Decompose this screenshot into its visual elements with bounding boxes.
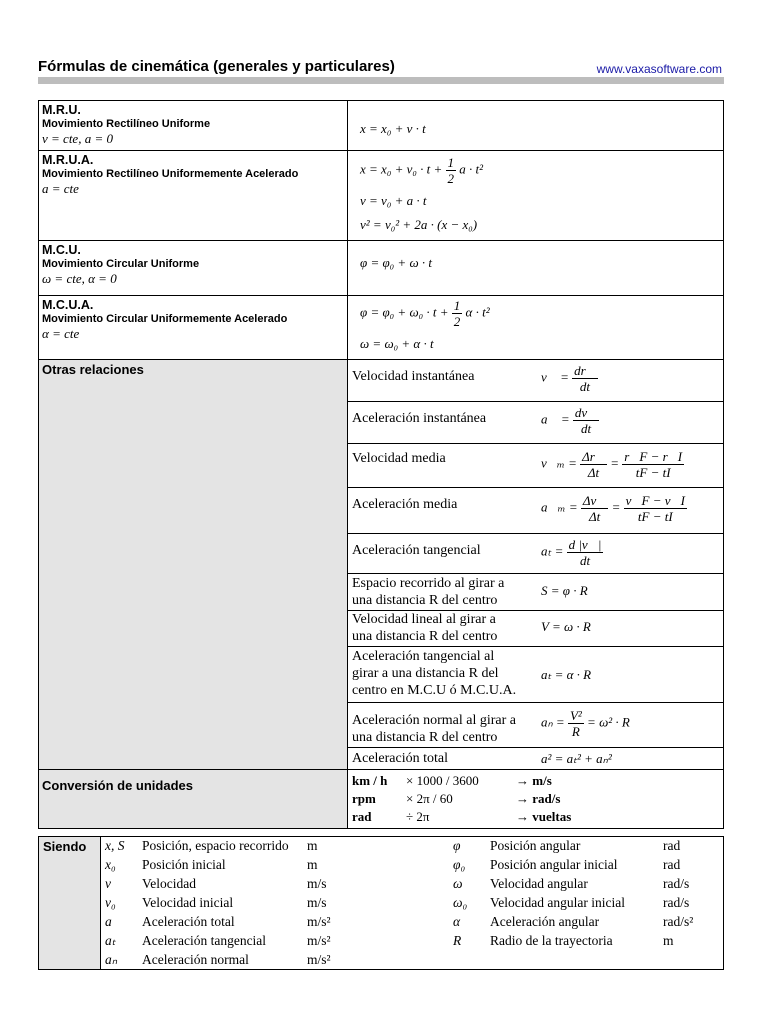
legend-symbol: x₀	[105, 857, 116, 872]
conversion-title: Conversión de unidades	[42, 778, 193, 793]
mrua-row	[38, 150, 724, 241]
mcu-condition: ω = cte, α = 0	[42, 271, 117, 286]
legend-desc: Velocidad	[142, 876, 196, 891]
page-title: Fórmulas de cinemática (generales y particulares)	[38, 58, 395, 75]
conversion-rpm: rpm × 2π / 60 → rad/s	[352, 791, 561, 806]
relation-arc-distance: Espacio recorrido al girar a una distancia R del centro S = φ · R	[348, 573, 723, 611]
legend-symbol: φ	[453, 838, 461, 853]
mru-condition: v = cte, a = 0	[42, 131, 113, 146]
legend-desc: Aceleración normal	[142, 952, 249, 967]
conversion-rad: rad ÷ 2π → vueltas	[352, 809, 572, 824]
legend-symbol: ω	[453, 876, 463, 891]
mrua-formula-torricelli: v² = v₀² + 2a · (x − x₀)	[360, 217, 478, 232]
legend-unit: m/s	[307, 895, 327, 910]
siendo-title: Siendo	[39, 837, 101, 969]
mcua-abbr: M.C.U.A.	[42, 298, 94, 312]
legend-symbol: φ₀	[453, 857, 466, 872]
relation-instant-velocity: Velocidad instantánea v⃗ = $\frac{dr⃗}{dt}$	[352, 363, 596, 394]
mrua-formula-velocity: v = v₀ + a · t	[360, 193, 427, 208]
legend-symbol: v₀	[105, 895, 116, 910]
legend-desc: Aceleración tangencial	[142, 933, 267, 948]
legend-unit: rad/s	[663, 895, 690, 910]
mru-name: Movimiento Rectilíneo Uniforme	[42, 118, 211, 130]
mcua-formula-angular-velocity: ω = ω₀ + α · t	[360, 336, 434, 351]
mru-row	[38, 100, 724, 151]
legend-symbol: aₙ	[105, 952, 118, 967]
mcu-formula: φ = φ₀ + ω · t	[360, 255, 432, 270]
legend-desc: Aceleración angular	[490, 914, 600, 929]
website-link[interactable]: www.vaxasoftware.com	[596, 62, 722, 76]
legend-unit: rad	[663, 857, 681, 872]
relation-mean-velocity: Velocidad media v⃗ₘ = $\frac{\Delta r⃗}{\Delta t}$ = $\frac{r⃗F - r⃗I}{tF - tI}$	[348, 443, 723, 488]
relation-mean-acceleration: Aceleración media a⃗ₘ = $\frac{\Delta v⃗}{\Delta t}$ = $\frac{v⃗F - v⃗I}{tF - tI}$	[348, 487, 723, 534]
legend-desc: Posición inicial	[142, 857, 226, 872]
mcu-row	[38, 240, 724, 296]
relation-normal-acceleration: Aceleración normal al girar a una distancia R del centro aₙ = $\frac{\text{V²}}{R}$ = ω² · R	[348, 702, 723, 748]
mrua-condition: a = cte	[42, 181, 79, 196]
mcu-abbr: M.C.U.	[42, 243, 81, 257]
legend-desc: Aceleración total	[142, 914, 235, 929]
relation-total-acceleration: Aceleración total a² = aₜ² + aₙ²	[348, 747, 723, 771]
mcua-row	[38, 295, 724, 360]
legend-desc: Velocidad inicial	[142, 895, 234, 910]
legend-symbol: aₜ	[105, 933, 116, 948]
mrua-formula-position: x = x₀ + v₀ · t + $\frac{1}{2}$ a · t²	[360, 155, 484, 186]
legend-unit: rad/s²	[663, 914, 694, 929]
mcu-name: Movimiento Circular Uniforme	[42, 258, 200, 270]
mrua-name: Movimiento Rectilíneo Uniformemente Acelerado	[42, 168, 299, 180]
legend-unit: m/s²	[307, 933, 331, 948]
relation-linear-velocity: Velocidad lineal al girar a una distancia R del centro V = ω · R	[348, 610, 723, 647]
relation-tangential-acceleration: Aceleración tangencial aₜ = $\frac{d |v⃗|}{dt}$	[348, 533, 723, 574]
legend-desc: Posición, espacio recorrido	[142, 838, 289, 853]
legend-unit: rad/s	[663, 876, 690, 891]
header-divider	[38, 77, 724, 84]
legend-symbol: ω₀	[453, 895, 468, 910]
conversion-kmh: km / h × 1000 / 3600 → m/s	[352, 773, 552, 788]
legend-desc: Posición angular inicial	[490, 857, 618, 872]
legend-unit: m/s	[307, 876, 327, 891]
relation-tangential-acceleration-radius: Aceleración tangencial al girar a una distancia R del centro en M.C.U ó M.C.U.A. aₜ = α · R	[348, 646, 723, 703]
mcua-name: Movimiento Circular Uniformemente Acelerado	[42, 313, 288, 325]
mcua-condition: α = cte	[42, 326, 80, 341]
mru-abbr: M.R.U.	[42, 103, 81, 117]
legend-unit: m	[307, 857, 318, 872]
legend-unit: m/s²	[307, 952, 331, 967]
legend-unit: m/s²	[307, 914, 331, 929]
legend-desc: Posición angular	[490, 838, 581, 853]
mrua-abbr: M.R.U.A.	[42, 153, 94, 167]
legend-unit: m	[307, 838, 318, 853]
relation-instant-acceleration: Aceleración instantánea a⃗ = $\frac{dv⃗}{dt}$	[348, 401, 723, 444]
conversion-row	[38, 769, 724, 829]
symbol-legend	[38, 836, 724, 970]
legend-desc: Velocidad angular	[490, 876, 588, 891]
legend-desc: Velocidad angular inicial	[490, 895, 625, 910]
legend-symbol: α	[453, 914, 461, 929]
legend-unit: rad	[663, 838, 681, 853]
mru-formula: x = x₀ + v · t	[360, 121, 426, 136]
legend-symbol: a	[105, 914, 112, 929]
legend-symbol: R	[453, 933, 462, 948]
mcua-formula-angle: φ = φ₀ + ω₀ · t + $\frac{1}{2}$ α · t²	[360, 298, 490, 329]
otras-title: Otras relaciones	[42, 362, 144, 377]
legend-unit: m	[663, 933, 674, 948]
legend-symbol: x, S	[105, 838, 125, 853]
legend-symbol: v	[105, 876, 111, 891]
legend-desc: Radio de la trayectoria	[490, 933, 613, 948]
otras-relaciones-row	[38, 359, 724, 770]
